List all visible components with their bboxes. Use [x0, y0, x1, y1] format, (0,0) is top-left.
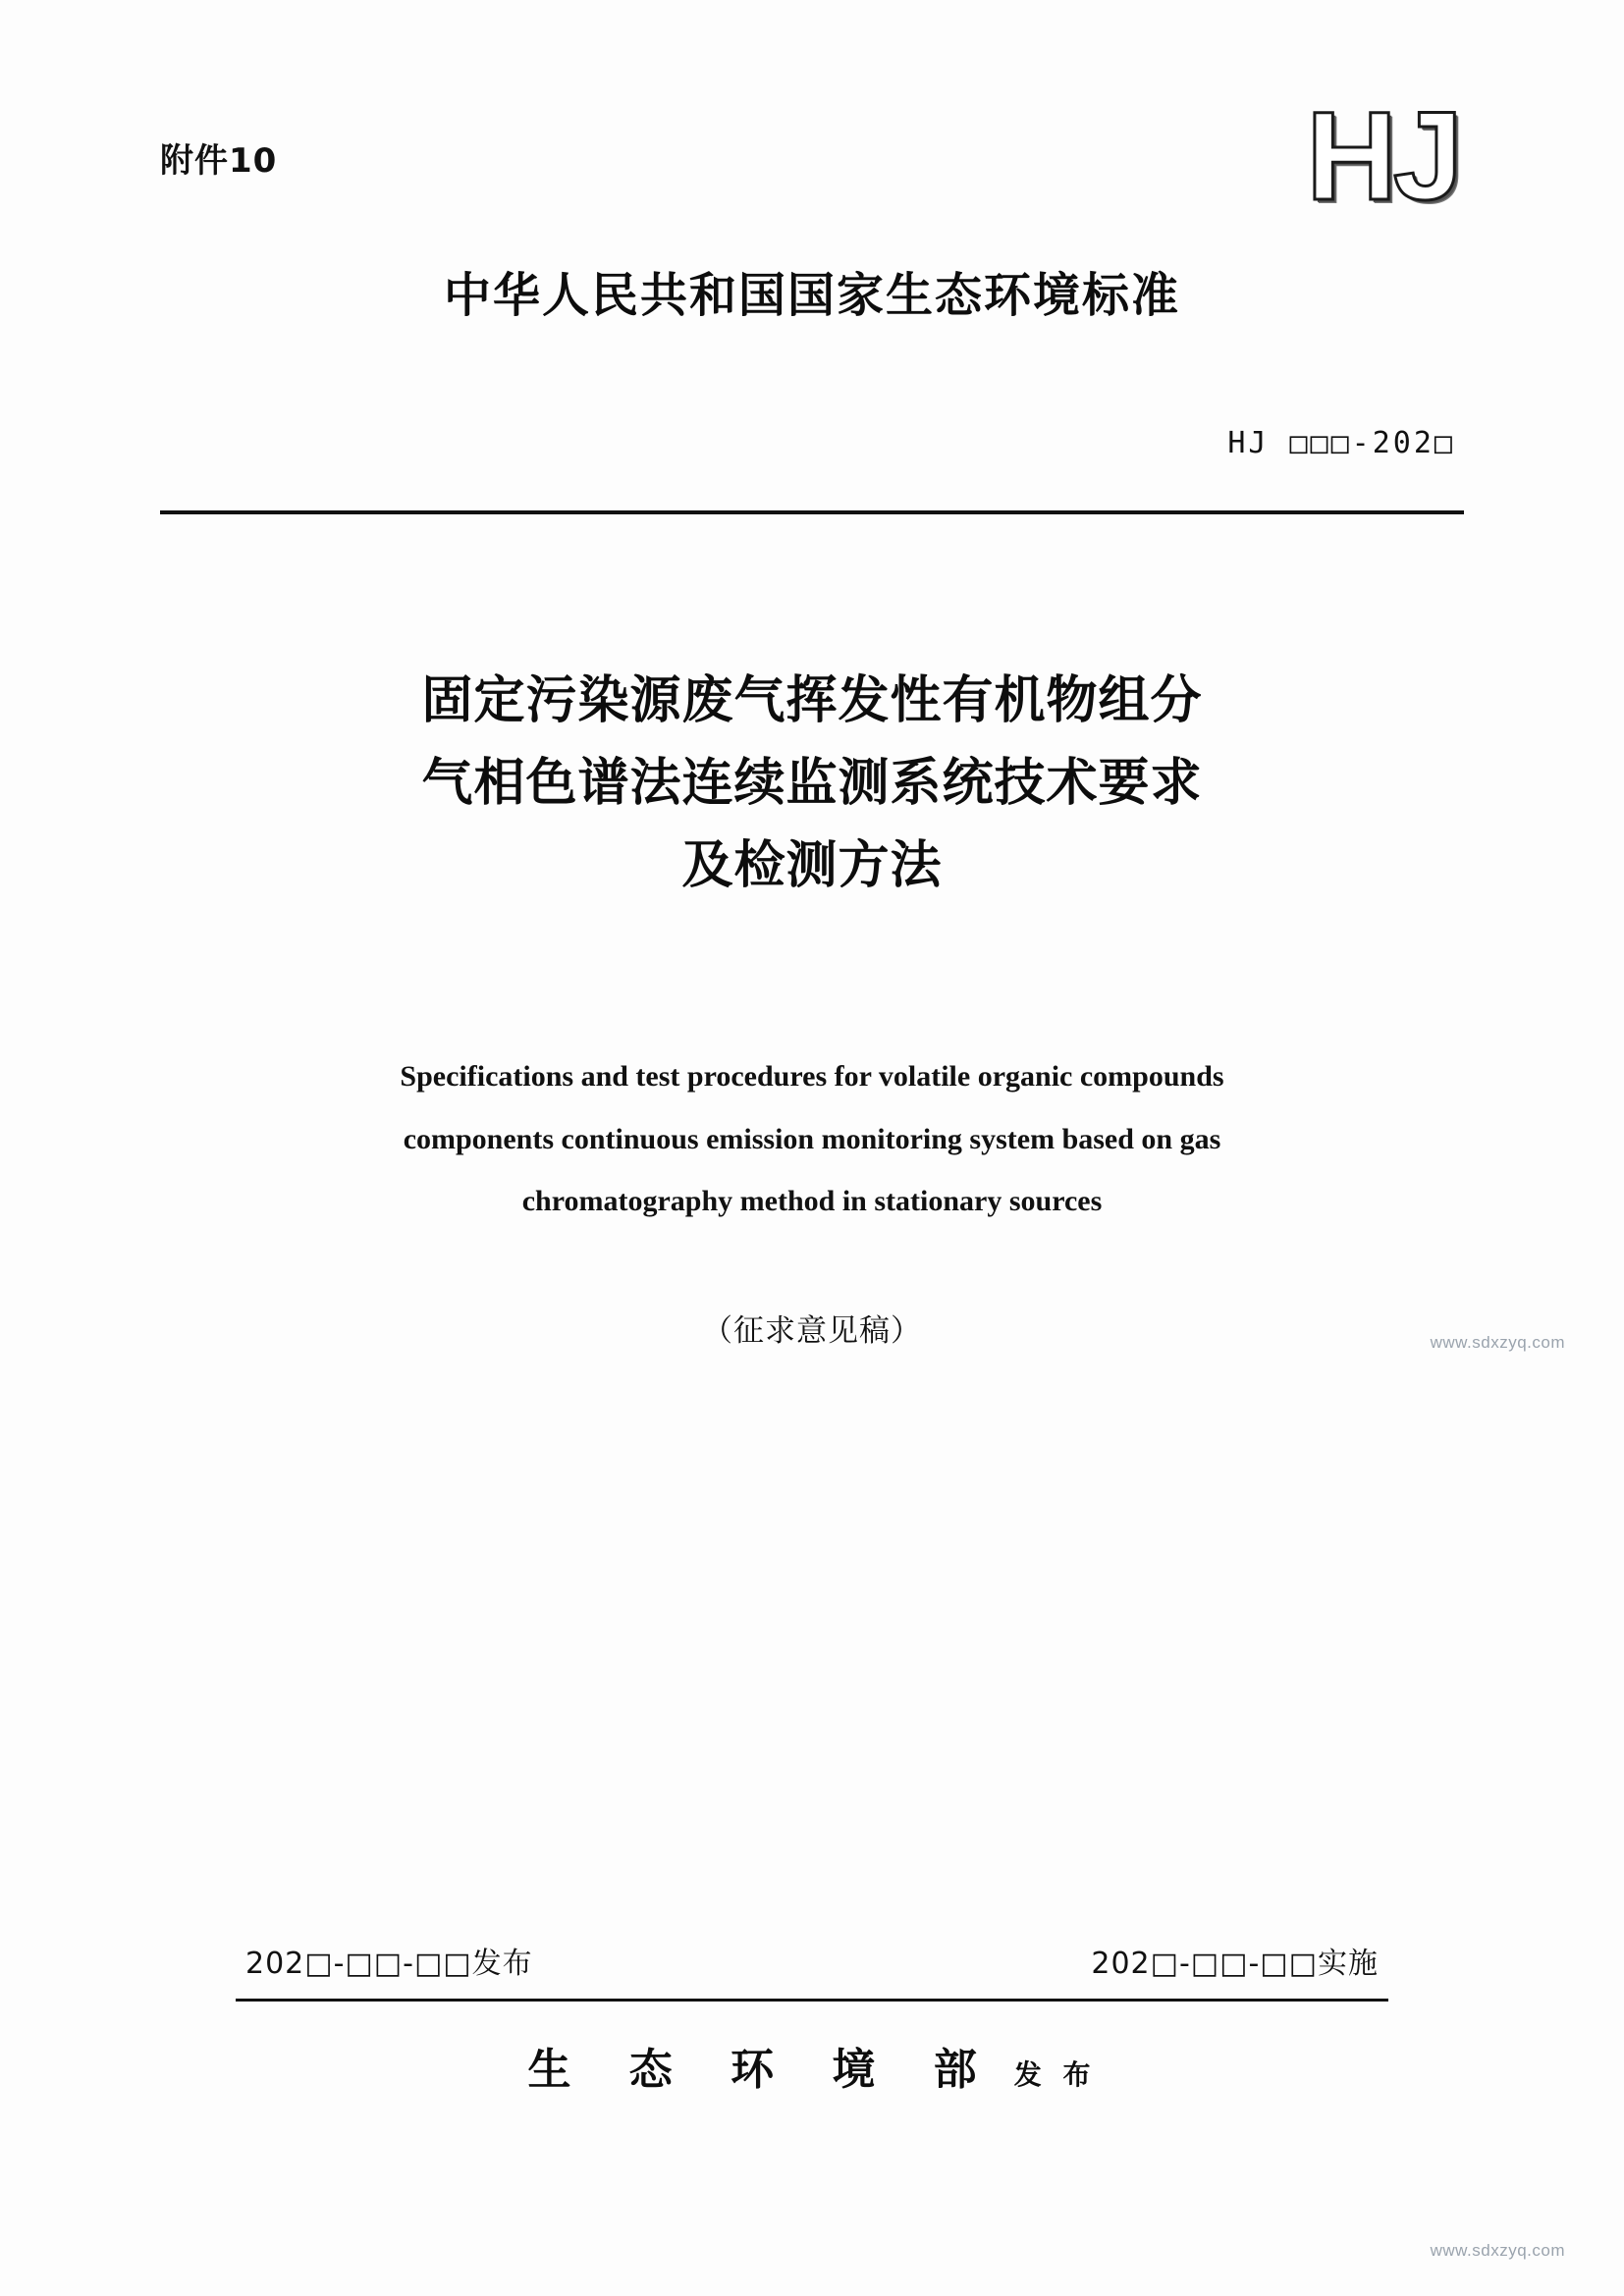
- title-chinese-line-3: 及检测方法: [681, 836, 943, 896]
- standard-number: HJ □□□-202□: [1227, 426, 1455, 460]
- watermark-bottom: www.sdxzyq.com: [1430, 2241, 1565, 2260]
- issue-date: 202□-□□-□□发布: [245, 1947, 533, 1981]
- title-chinese-line-1: 固定污染源废气挥发性有机物组分: [421, 671, 1203, 730]
- title-english-line-1: Specifications and test procedures for volatile organic compounds: [400, 1060, 1224, 1093]
- footer-dates: [245, 1939, 1379, 1982]
- title-chinese: [187, 660, 1437, 908]
- issuer-organization: 生 态 环 境 部: [527, 2045, 999, 2095]
- attachment-label: 附件10: [160, 141, 278, 181]
- watermark-middle: www.sdxzyq.com: [1430, 1333, 1565, 1352]
- footer-divider: [236, 1999, 1388, 2002]
- title-english: [147, 1045, 1477, 1233]
- title-english-line-2: components continuous emission monitoring system based on gas: [403, 1122, 1221, 1155]
- hj-logo: HJ: [1306, 86, 1459, 227]
- issuer-verb: 发 布: [1013, 2058, 1097, 2091]
- issuer-block: [0, 2034, 1624, 2097]
- header-divider: [160, 510, 1464, 514]
- draft-status-note: （征求意见稿）: [702, 1313, 922, 1349]
- title-chinese-line-2: 气相色谱法连续监测系统技术要求: [421, 754, 1203, 814]
- standard-authority-title: 中华人民共和国国家生态环境标准: [443, 268, 1180, 323]
- title-english-line-3: chromatography method in stationary sources: [521, 1185, 1103, 1218]
- effective-date: 202□-□□-□□实施: [1091, 1947, 1379, 1981]
